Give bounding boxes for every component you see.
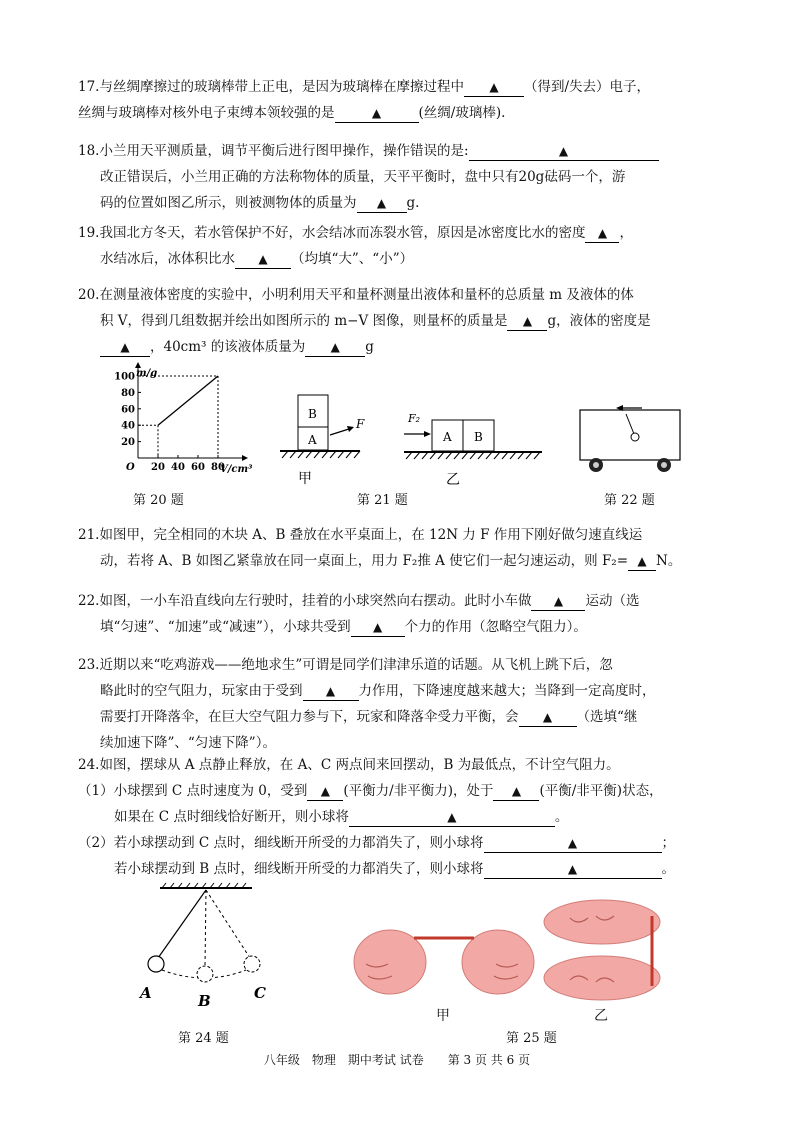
q19-blank-1[interactable]: ▲ [585, 224, 619, 243]
caption-25: 第 25 题 [506, 1031, 557, 1046]
question-21: 21.如图甲，完全相同的木块 A、B 叠放在水平桌面上，在 12N 力 F 作用下刚好做匀速直线运 动，若将 A、B 如图乙紧靠放在同一桌面上，用力 F₂推 A 使它们一起匀速运动，则 F₂= ▲ N。 [78, 527, 682, 569]
caption-24: 第 24 题 [178, 1031, 229, 1046]
y-tick-label: 100 [114, 371, 135, 383]
figure-25-yi-hands [540, 898, 664, 1004]
q17-blank-1[interactable]: ▲ [464, 78, 524, 97]
ball-c [244, 956, 260, 972]
x-axis-arrow [242, 455, 248, 461]
y-tick-label: 20 [121, 437, 135, 449]
label-f2: F₂ [408, 412, 421, 425]
y-tick-label: 40 [121, 420, 135, 432]
left-hand [354, 930, 426, 994]
y-tick-label: 60 [121, 404, 135, 416]
q18-blank-2[interactable]: ▲ [357, 194, 407, 213]
q22-blank-2[interactable]: ▲ [351, 618, 405, 637]
string-c [206, 890, 250, 958]
q22-blank-1[interactable]: ▲ [531, 592, 585, 611]
cart-body [580, 410, 680, 460]
q23-blank-1[interactable]: ▲ [303, 682, 359, 701]
label-point-a: A [140, 984, 152, 1002]
string-a [158, 890, 206, 958]
label-a-1: A [308, 433, 317, 447]
m-v-chart [108, 362, 258, 480]
label-b-2: B [474, 430, 483, 444]
label-jia-21: 甲 [298, 471, 312, 485]
question-24: 24.如图，摆球从 A 点静止释放，在 A、C 两点间来回摆动，B 为最低点，不计空气阻力。 （1）小球摆到 C 点时速度为 0，受到 ▲ (平衡力/非平衡力)，处于 ▲ (平衡/非平衡)状态， 如果在 C 点时细线恰好断开，则小球将 ▲ 。 （2）若小球摆动到 C 点时，细线断开所受的力都消失了，则小球将 ▲ ； 若小球摆动到 B 点时，细线断开所受的力都消失了，则小球将 ▲ 。 [78, 757, 676, 877]
question-22: 22.如图，一小车沿直线向左行驶时，挂着的小球突然向右摆动。此时小车做 ▲ 运动（选 填“匀速”、“加速”或“减速”），小球共受到 ▲ 个力的作用（忽略空气阻力）。 [78, 593, 640, 635]
string-b [205, 890, 206, 966]
q17-text: 17.与丝绸摩擦过的玻璃棒带上正电，是因为玻璃棒在摩擦过程中 [78, 79, 464, 95]
q24-blank-5[interactable]: ▲ [484, 860, 662, 879]
q24-blank-2[interactable]: ▲ [493, 782, 539, 801]
caption-20: 第 20 题 [133, 493, 184, 508]
ground-hatch-yi [406, 452, 540, 459]
top-hand [544, 900, 660, 944]
q24-blank-3[interactable]: ▲ [349, 808, 555, 827]
ball-b [197, 966, 213, 982]
question-18: 18.小兰用天平测质量，调节平衡后进行图甲操作，操作错误的是: ▲ 改正错误后，小兰用正确的方法称物体的质量，天平平衡时，盘中只有20g砝码一个，游 码的位置如图乙所示，则被测物体的质量为 ▲ g. [78, 138, 728, 216]
ball-a [148, 956, 164, 972]
m-v-line [158, 376, 218, 425]
q20-blank-2[interactable]: ▲ [100, 338, 150, 357]
label-jia-25: 甲 [436, 1008, 450, 1024]
q23-blank-2[interactable]: ▲ [519, 708, 577, 727]
x-tick-label: 20 [151, 462, 165, 473]
q24-blank-4[interactable]: ▲ [484, 834, 662, 853]
hanging-ball [631, 433, 639, 441]
figure-25-jia-hands [352, 914, 536, 1004]
chart-series [138, 376, 218, 458]
y-tick-label: 80 [121, 387, 135, 399]
label-b-1: B [308, 407, 317, 421]
figure-22-cart [576, 394, 686, 476]
q21-blank[interactable]: ▲ [628, 552, 656, 571]
q18-blank-1[interactable]: ▲ [469, 142, 659, 161]
y-axis-label: m/g [136, 368, 158, 379]
q19-blank-2[interactable]: ▲ [235, 250, 291, 269]
question-17: 17.与丝绸摩擦过的玻璃棒带上正电，是因为玻璃棒在摩擦过程中 ▲ （得到/失去）电子， 丝绸与玻璃棒对核外电子束缚本领较强的是 ▲ (丝绸/玻璃棒). [78, 79, 651, 121]
q20-blank-3[interactable]: ▲ [305, 338, 365, 357]
right-hand [462, 930, 534, 994]
figure-24-pendulum [132, 882, 282, 1012]
question-20: 20.在测量液体密度的实验中，小明利用天平和量杯测量出液体和量杯的总质量 m 及液体的体 积 V，得到几组数据并绘出如图所示的 m−V 图像，则量杯的质量是 ▲ g，液体的密度是 ▲ ，40cm³ 的该液体质量为 ▲ g [78, 287, 651, 355]
x-tick-label: 60 [191, 462, 205, 473]
page-footer: 八年级 物理 期中考试 试卷 第 3 页 共 6 页 [263, 1053, 531, 1067]
caption-21: 第 21 题 [357, 493, 408, 508]
label-point-c: C [254, 984, 266, 1002]
q20-blank-1[interactable]: ▲ [507, 312, 547, 331]
figure-21 [276, 390, 546, 485]
label-yi-25: 乙 [594, 1008, 608, 1024]
question-19: 19.我国北方冬天，若水管保护不好，水会结冰而冻裂水管，原因是冰密度比水的密度 ▲ ， 水结冰后，冰体积比水 ▲ （均填“大”、“小”） [78, 225, 633, 267]
q24-blank-1[interactable]: ▲ [307, 782, 343, 801]
x-tick-label: 40 [171, 462, 185, 473]
question-23: 23.近期以来“吃鸡游戏——绝地求生”可谓是同学们津津乐道的话题。从飞机上跳下后，忽 略此时的空气阻力，玩家由于受到 ▲ 力作用，下降速度越来越大；当降到一定高度时， 需要打开降落伞，在巨大空气阻力参与下，玩家和降落伞受力平衡，会 ▲ （选填“继 续加速下降”、“匀速下降”）。 [78, 657, 656, 751]
label-point-b: B [198, 992, 211, 1010]
x-tick-label: 80 [211, 462, 225, 473]
label-a-2: A [443, 430, 452, 444]
ground-hatch-jia [282, 451, 360, 458]
x-axis-label: V/cm³ [220, 464, 253, 475]
caption-22: 第 22 题 [604, 493, 655, 508]
q17-blank-2[interactable]: ▲ [335, 104, 419, 123]
label-f: F [356, 417, 365, 431]
label-yi-21: 乙 [446, 472, 460, 485]
origin-label: O [126, 462, 135, 473]
